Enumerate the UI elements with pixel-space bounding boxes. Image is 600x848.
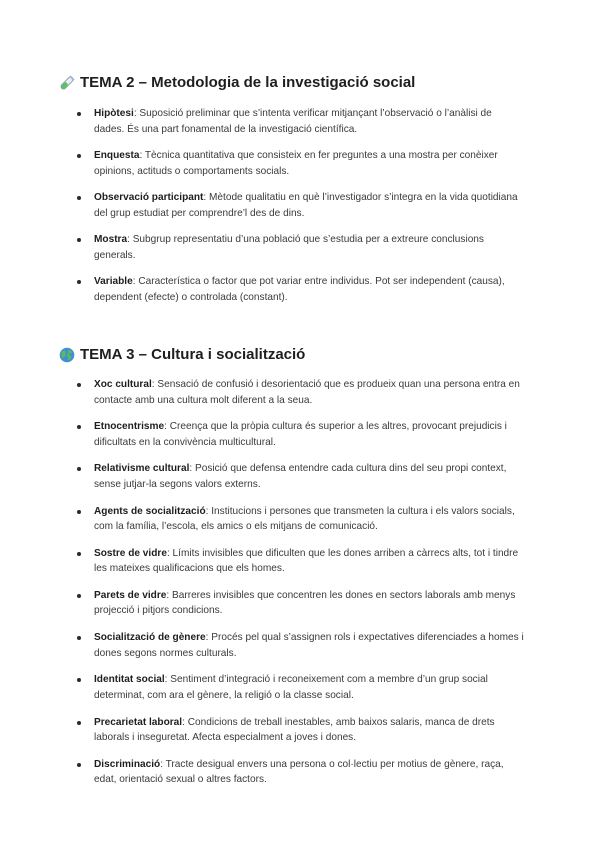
definition: : Mètode qualitatiu en què l’investigador s’integra en la vida quotidiana del grup estudiat per comprendre’l des de dins. (94, 192, 518, 219)
term: Variable (94, 276, 133, 287)
term: Socialització de gènere (94, 632, 206, 644)
definition: : Creença que la pròpia cultura és superior a les altres, provocant prejudicis i dificultats en la convivència multicultural. (94, 421, 507, 448)
bullet (77, 552, 81, 556)
definition: : Suposició preliminar que s’intenta verificar mitjançant l’observació o l’anàlisi de dades. És una part fonamental de la investigació científica. (94, 108, 492, 135)
list-item (0, 274, 524, 305)
term: Sostre de vidre (94, 547, 167, 559)
bullet (77, 280, 81, 284)
list-item (0, 148, 524, 179)
section-heading (59, 74, 415, 91)
list-item (0, 630, 524, 661)
term: Etnocentrisme (94, 421, 165, 433)
term: Xoc cultural (94, 379, 152, 390)
term: Relativisme cultural (94, 463, 190, 475)
term: Discriminació (94, 758, 161, 770)
definition: : Sensació de confusió i desorientació que es produeix quan una persona entra en contacte amb una cultura molt diferent a la seua. (94, 379, 520, 406)
bullet (77, 238, 81, 242)
list-item (0, 546, 524, 577)
bullet (77, 383, 81, 387)
definition: : Posició que defensa entendre cada cultura dins del seu propi context, sense jutjar-la segons valors externs. (94, 463, 507, 490)
term: Enquesta (94, 150, 140, 161)
list-item (0, 190, 524, 221)
list-item (0, 588, 524, 619)
list-item (0, 672, 524, 703)
term: Hipòtesi (94, 108, 134, 119)
term: Parets de vidre (94, 589, 167, 601)
bullet (77, 112, 81, 116)
section-title: TEMA 3 – Cultura i socialització (80, 346, 306, 363)
definition: : Sentiment d’integració i reconeixement com a membre d’un grup social determinat, com ara el gènere, la religió o la classe social. (94, 674, 488, 701)
definition: : Tracte desigual envers una persona o col·lectiu per motius de gènere, raça, edat, orientació sexual o altres factors. (94, 758, 504, 786)
bullet (77, 510, 81, 514)
bullet (77, 721, 81, 725)
bullet (77, 636, 81, 640)
term: Identitat social (94, 674, 165, 686)
list-item (0, 232, 524, 263)
bullet (77, 594, 81, 598)
bullet (77, 678, 81, 682)
term: Agents de socialització (94, 505, 206, 517)
list-item (0, 419, 524, 450)
term: Mostra (94, 234, 128, 245)
term: Observació participant (94, 192, 204, 203)
section-title: TEMA 2 – Metodologia de la investigació social (80, 74, 416, 91)
definition: : Procés pel qual s’assignen rols i expectatives diferenciades a homes i dones segons normes culturals. (94, 632, 524, 659)
bullet (77, 425, 81, 429)
bullet (77, 467, 81, 471)
bullet (77, 154, 81, 158)
bullet (77, 763, 81, 767)
globe-icon (59, 347, 75, 363)
list-item (0, 377, 524, 408)
list-item (0, 504, 524, 535)
definition: : Límits invisibles que dificulten que les dones arriben a càrrecs alts, tot i tindre les mateixes qualificacions que els homes. (94, 547, 519, 575)
section-heading (59, 346, 305, 363)
definition: : Institucions i persones que transmeten la cultura i els valors socials, com la família, l’escola, els amics o els mitjans de comunicació. (94, 505, 515, 533)
term-list (0, 106, 524, 316)
bullet (77, 196, 81, 200)
list-item (0, 715, 524, 746)
definition: : Barreres invisibles que concentren les dones en sectors laborals amb menys projecció i pitjors condicions. (94, 589, 516, 617)
term-list (0, 377, 524, 799)
definition: : Tècnica quantitativa que consisteix en fer preguntes a una mostra per conèixer opinions, actituds o comportaments socials. (94, 150, 498, 177)
list-item (0, 106, 524, 137)
definition: : Característica o factor que pot variar entre individus. Pot ser independent (causa), dependent (efecte) o controlada (constant). (94, 276, 505, 303)
list-item (0, 757, 524, 788)
list-item (0, 461, 524, 492)
test-tube-icon (59, 75, 75, 91)
definition: : Condicions de treball inestables, amb baixos salaris, manca de drets laborals i inseguretat. Afecta especialment a joves i dones. (94, 716, 495, 743)
term: Precarietat laboral (94, 716, 183, 728)
definition: : Subgrup representatiu d’una població que s’estudia per a extreure conclusions generals. (94, 234, 484, 261)
